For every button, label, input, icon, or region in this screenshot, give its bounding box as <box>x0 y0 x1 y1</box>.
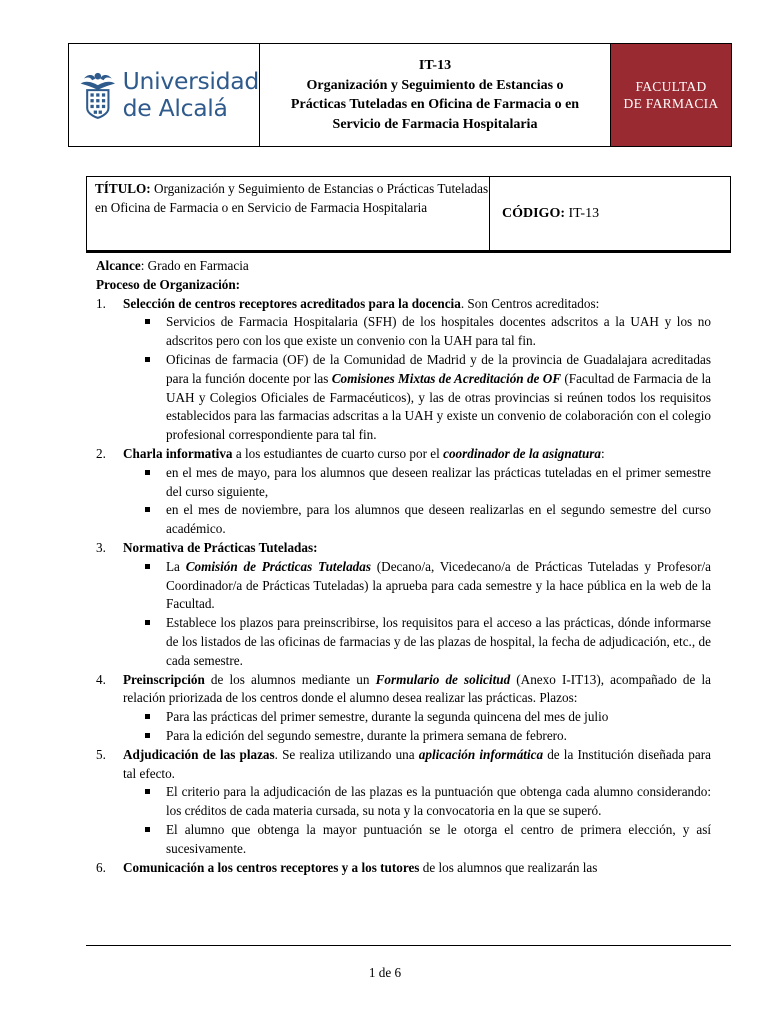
document-title-line-1: Organización y Seguimiento de Estancias o <box>306 77 564 93</box>
section-heading <box>123 671 711 709</box>
code-label: CÓDIGO: <box>502 205 565 221</box>
list-item-text: (Facultad de Farmacia de la UAH y Colegios Oficiales de Farmacéuticos), y las de otras provincias si reúnen todos los requisitos establecidos para las farmacias adscritas a la UAH y existe un convenio de colaboración con el colegio profesional correspondiente para tal fin. <box>166 370 711 443</box>
title-text: Organización y Seguimiento de Estancias o Prácticas Tuteladas en Oficina de Farmacia o en Servicio de Farmacia Hospitalaria <box>95 181 489 215</box>
emphasis-text: Comisión de Prácticas Tuteladas <box>185 558 372 574</box>
section-text: (Anexo I-IT13), acompañado de la relación priorizada de los centros donde el alumno desea realizar las prácticas. Plazos: <box>123 671 712 706</box>
section-text: . Son Centros acreditados: <box>460 295 600 311</box>
document-code: IT-13 <box>418 58 452 73</box>
section-heading <box>123 445 711 464</box>
section-text: de los alumnos mediante un <box>204 671 376 687</box>
faculty-line-1: FACULTAD <box>635 79 707 94</box>
section-4-list <box>96 708 711 746</box>
list-item: El criterio para la adjudicación de las plazas es la puntuación que obtenga cada alumno considerando: los créditos de cada materia cursada, su nota y la convocatoria en la que se superó. <box>139 783 711 821</box>
section-number: 3. <box>96 539 106 555</box>
title-cell <box>87 177 490 250</box>
document-title-line-3: Servicio de Farmacia Hospitalaria <box>332 116 538 132</box>
code-cell <box>490 177 730 250</box>
document-body <box>96 257 711 877</box>
document-header <box>68 43 732 147</box>
section-2-list <box>96 464 711 539</box>
university-name-line-1: Universidad <box>122 67 259 95</box>
section-title: Comunicación a los centros receptores y a los tutores <box>123 859 420 875</box>
section-3 <box>96 539 711 558</box>
list-item: Servicios de Farmacia Hospitalaria (SFH) de los hospitales docentes adscritos a la UAH y los no adscritos pero con los que existe un convenio con la UAH para tal fin. <box>139 313 711 351</box>
list-item-text: (Decano/a, Vicedecano/a de Prácticas Tuteladas y Profesor/a Coordinador/a de Prácticas Tuteladas) la aprueba para cada semestre y la hace pública en la web de la Facultad. <box>166 558 711 612</box>
page-number: 1 de 6 <box>368 965 402 980</box>
code-value: IT-13 <box>568 205 600 221</box>
section-text: . Se realiza utilizando una <box>274 746 419 762</box>
section-title: Preinscripción <box>123 671 205 687</box>
emphasis-text: coordinador de la asignatura <box>443 445 602 461</box>
faculty-badge <box>611 44 731 146</box>
section-5-list <box>96 783 711 858</box>
section-number: 5. <box>96 746 106 762</box>
section-3-list <box>96 558 711 671</box>
list-item-text: Oficinas de farmacia (OF) de la Comunidad de Madrid y de la provincia de Guadalajara acreditadas para la función docente por las <box>166 351 711 386</box>
section-number: 2. <box>96 445 106 461</box>
section-number: 4. <box>96 671 106 687</box>
section-number: 6. <box>96 859 106 875</box>
emphasis-text: Formulario de solicitud <box>375 671 511 687</box>
section-text: a los estudiantes de cuarto curso por el <box>232 445 444 461</box>
faculty-line-2: DE FARMACIA <box>623 96 719 111</box>
section-divider <box>86 251 731 253</box>
alcance-line <box>96 257 711 276</box>
university-logo <box>69 44 260 146</box>
university-name <box>123 68 259 122</box>
emphasis-text: Comisiones Mixtas de Acreditación de OF <box>331 370 562 386</box>
section-heading <box>123 859 711 878</box>
section-title: Selección de centros receptores acreditados para la docencia <box>123 295 461 311</box>
section-number: 1. <box>96 295 106 311</box>
title-box <box>86 176 731 251</box>
section-text: : <box>601 445 605 461</box>
list-item <box>139 351 711 445</box>
list-item-text: La <box>166 558 186 574</box>
alcance-value: : Grado en Farmacia <box>140 258 249 273</box>
section-heading <box>123 746 711 784</box>
section-4 <box>96 671 711 709</box>
university-name-line-2: de Alcalá <box>122 94 228 122</box>
university-emblem-icon <box>79 65 117 125</box>
document-title-line-2: Prácticas Tuteladas en Oficina de Farmacia o en <box>290 97 580 112</box>
list-item: Establece los plazos para preinscribirse, los requisitos para el acceso a las prácticas, dónde informarse de los listados de las oficinas de farmacias y de las plazas de hospital, la fecha de adjudicación, etc., de cada semestre. <box>139 614 711 670</box>
section-1-list <box>96 313 711 445</box>
document-title-block <box>260 44 611 146</box>
list-item: Para la edición del segundo semestre, durante la primera semana de febrero. <box>139 727 711 746</box>
section-2 <box>96 445 711 464</box>
list-item: en el mes de noviembre, para los alumnos que deseen realizarlas en el segundo semestre del curso académico. <box>139 501 711 539</box>
list-item: en el mes de mayo, para los alumnos que deseen realizar las prácticas tuteladas en el primer semestre del curso siguiente, <box>139 464 711 502</box>
emphasis-text: aplicación informática <box>418 746 544 762</box>
proceso-heading: Proceso de Organización: <box>96 276 241 292</box>
title-label: TÍTULO: <box>95 181 151 196</box>
list-item: Para las prácticas del primer semestre, durante la segunda quincena del mes de julio <box>139 708 711 727</box>
section-heading <box>123 295 711 314</box>
section-1 <box>96 295 711 314</box>
section-text: de los alumnos que realizarán las <box>419 859 598 875</box>
section-title: Normativa de Prácticas Tuteladas: <box>123 539 318 555</box>
section-6 <box>96 859 711 878</box>
section-5 <box>96 746 711 784</box>
alcance-label: Alcance <box>96 258 141 273</box>
list-item: El alumno que obtenga la mayor puntuación se le otorga el centro de primera elección, y así sucesivamente. <box>139 821 711 859</box>
section-title: Adjudicación de las plazas <box>123 746 275 762</box>
section-title: Charla informativa <box>123 445 233 461</box>
section-text: de la Institución diseñada para tal efecto. <box>123 746 711 781</box>
list-item <box>139 558 711 614</box>
bottom-divider <box>86 945 731 946</box>
